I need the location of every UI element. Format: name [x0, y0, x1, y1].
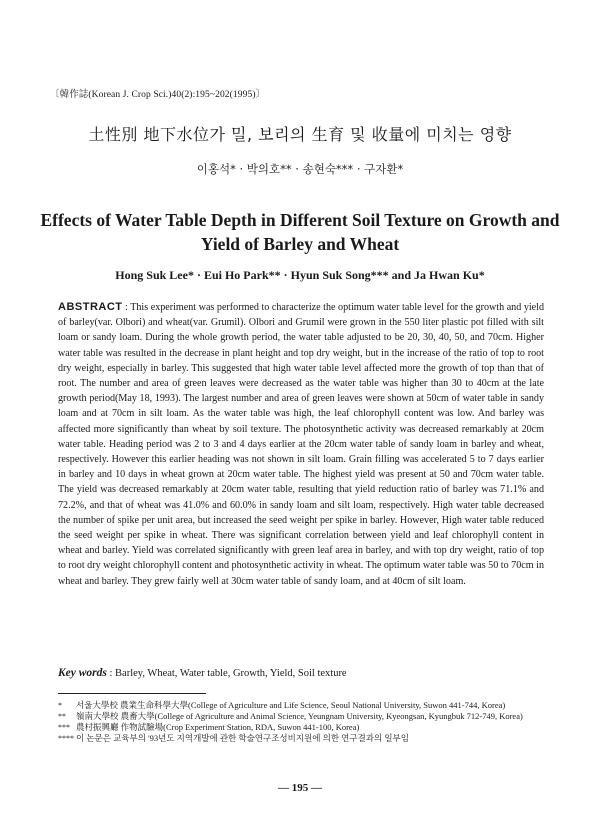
footnote-text: 서울大學校 農業生命科學大學(College of Agriculture and Life Science, Seoul National University, Suwon 441-744, Korea) — [76, 700, 506, 710]
abstract-paragraph — [58, 300, 544, 589]
footnote-mark: ** — [58, 712, 66, 721]
journal-citation: 〔韓作誌(Korean J. Crop Sci.)40(2):195~202(1995)〕 — [50, 90, 266, 100]
footnote-text: 嶺南大學校 農畜大學(College of Agriculture and Animal Science, Yeungnam University, Kyeongsan, Kyungbuk 712-749, Korea) — [76, 711, 523, 721]
footnotes — [58, 700, 548, 744]
keywords-line — [58, 667, 544, 679]
english-title: Effects of Water Table Depth in Different Soil Texture on Growth and Yield of Barley and Wheat — [40, 210, 560, 254]
footnote-2 — [58, 711, 548, 722]
footnote-4 — [58, 733, 548, 744]
english-authors: Hong Suk Lee* · Eui Ho Park** · Hyun Suk Song*** and Ja Hwan Ku* — [115, 268, 485, 282]
footnote-divider — [58, 693, 206, 694]
footnote-3 — [58, 722, 548, 733]
abstract-separator: : — [122, 302, 131, 313]
footnote-1 — [58, 700, 548, 711]
korean-title: 土性別 地下水位가 밀, 보리의 生育 및 收量에 미치는 영향 — [88, 125, 512, 144]
korean-authors: 이홍석* · 박의호** · 송현숙*** · 구자환* — [196, 162, 404, 176]
footnote-text: 이 논문은 교육부의 '93년도 지역개발에 관한 학술연구조성비지원에 의한 연구결과의 일부임 — [76, 733, 409, 743]
keywords-text: Barley, Wheat, Water table, Growth, Yield, Soil texture — [115, 668, 347, 679]
keywords-separator: : — [106, 668, 116, 679]
footnote-mark: *** — [58, 723, 70, 732]
page-number: — 195 — — [278, 782, 322, 794]
keywords-label: Key words — [58, 667, 107, 679]
abstract-label: ABSTRACT — [58, 301, 123, 313]
footnote-text: 農村振興廳 作物試驗場(Crop Experiment Station, RDA, Suwon 441-100, Korea) — [76, 722, 360, 732]
footnote-mark: **** — [58, 734, 74, 743]
abstract-text: This experiment was performed to characterize the optimum water table level for the growth and yield of barley(var. Olbori) and wheat(var. Grumil). Olbori and Grumil were grown in the 550 liter plastic pot filled with silt loam or sandy loam. During the whole growth period, the water table adjusted to be 20, 30, 40, 50, and 70cm. Higher water table was resulted in the decrease in plant height and top dry weight, but in the increase of the ratio of top to root dry weight, especially in barley. This suggested that high water table level affected more the growth of top than that of root. The number and area of green leaves were decreased as the water table was higher than 30 to 40cm at the late growth period(May 18, 1993). The largest number and area of green leaves were shown at 50cm of water table in sandy loam and at 70cm in silt loam. As the water table was high, the leaf chlorophyll content was low. And barley was affected more significantly than wheat by soil texture. The photosynthetic activity was decreased remarkably at 20cm water table. Heading period was 2 to 3 and 4 days earlier at the 20cm water table of sandy loam in barley and wheat, respectively. However this earlier heading was not shown in silt loam. Grain filling was accelerated 5 to 7 days earlier in barley and 10 days in wheat grown at 20cm water table. The highest yield was present at 50 and 70cm water table. The yield was decreased remarkably at 20cm water table, resulting that yield reduction ratio of barley was 71.1% and 72.2%, and that of wheat was 41.0% and 60.0% in sandy loam and silt loam, respectively. High water table decreased the number of spike per unit area, but increased the seed weight per spike in barley. However, High water table reduced the seed weight per spike in wheat. There was significant correlation between yield and leaf chlorophyll content in wheat and barley. Yield was correlated significantly with green leaf area in barley, and with top dry weight, ratio of top to root dry weight chlorophyll content and photosynthetic activity in wheat. The optimum water table was 50 to 70cm in wheat and barley. They grew fairly well at 30cm water table of sandy loam, and at 40cm of silt loam. — [58, 302, 544, 587]
footnote-mark: * — [58, 701, 62, 710]
